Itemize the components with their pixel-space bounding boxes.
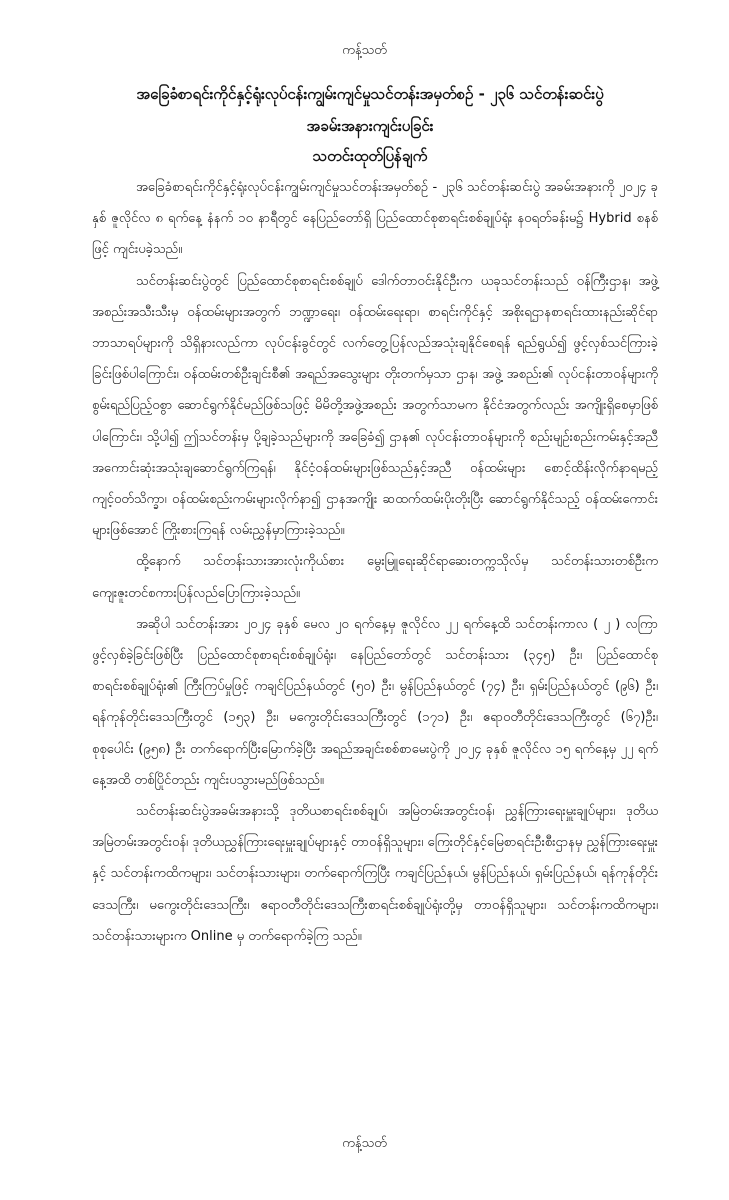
document-subtitle: အခမ်းအနားကျင်းပခြင်း: [306, 117, 434, 135]
paragraph-5: သင်တန်းဆင်းပွဲအခမ်းအနားသို့ ဒုတိယစာရင်းစစ်ချုပ်၊ အမြဲတမ်းအတွင်းဝန်၊ ညွှန်ကြားရေးမှူးချုပ်များ၊ ဒုတိယအမြဲတမ်းအတွင်းဝန်၊ ဒုတိယညွှန်ကြားရေးမှူးချုပ်များနှင့် တာဝန်ရှိသူများ၊ ကြေးတိုင်နှင့်မြေစာရင်းဦးစီးဌာနမှ ညွှန်ကြားရေးမှူးနှင့် သင်တန်းကထိကများ၊ သင်တန်းသားများ၊ တက်ရောက်ကြပြီး ကချင်ပြည်နယ်၊ မွန်ပြည်နယ်၊ ရှမ်းပြည်နယ်၊ ရန်ကုန်တိုင်းဒေသကြီး၊ မကွေးတိုင်းဒေသကြီး၊ ဧရာဝတီတိုင်းဒေသကြီးစာရင်းစစ်ချုပ်ရုံးတို့မှ တာဝန်ရှိသူများ၊ သင်တန်းကထိကများ၊ သင်တန်းသားများက Online မှ တက်ရောက်ခဲ့ကြ သည်။: [92, 804, 658, 944]
paragraph-3: ထို့နောက် သင်တန်းသားအားလုံးကိုယ်စား မွေးမြူရေးဆိုင်ရာဆေးတက္ကသိုလ်မှ သင်တန်းသားတစ်ဦးက ကျေးဇူးတင်စကားပြန်လည်ပြောကြားခဲ့သည်။: [92, 554, 658, 601]
press-release-label: သတင်းထုတ်ပြန်ချက်: [312, 147, 428, 165]
classification-footer: ကန့်သတ်: [342, 1136, 387, 1151]
document-title: အခြေခံစာရင်းကိုင်နှင့်ရုံးလုပ်ငန်းကျွမ်းကျင်မှုသင်တန်းအမှတ်စဉ် - ၂၃၆ သင်တန်းဆင်းပွဲ: [136, 85, 604, 103]
paragraph-4: အဆိုပါ သင်တန်းအား ၂၀၂၄ ခုနှစ် မေလ ၂၀ ရက်နေ့မှ ဇူလိုင်လ ၂၂ ရက်နေ့ထိ သင်တန်းကာလ ( ၂ ) လကြာ ဖွင့်လှစ်ခဲ့ခြင်းဖြစ်ပြီး ပြည်ထောင်စုစာရင်းစစ်ချုပ်ရုံး၊ နေပြည်တော်တွင် သင်တန်းသား (၃၄၅) ဦး၊ ပြည်ထောင်စုစာရင်းစစ်ချုပ်ရုံး၏ ကြီးကြပ်မှုဖြင့် ကချင်ပြည်နယ်တွင် (၅၀) ဦး၊ မွန်ပြည်နယ်တွင် (၇၄) ဦး၊ ရှမ်းပြည်နယ်တွင် (၉၆) ဦး၊ ရန်ကုန်တိုင်းဒေသကြီးတွင် (၁၅၃) ဦး၊ မကွေးတိုင်းဒေသကြီးတွင် (၁၇၁) ဦး၊ ဧရာဝတီတိုင်းဒေသကြီးတွင် (၆၇)ဦး၊ စုစုပေါင်း (၉၅၈) ဦး တက်ရောက်ပြီးမြောက်ခဲ့ပြီး အရည်အချင်းစစ်စာမေးပွဲကို ၂၀၂၄ ခုနှစ် ဇူလိုင်လ ၁၅ ရက်နေ့မှ ၂၂ ရက်နေ့အထိ တစ်ပြိုင်တည်း ကျင်းပသွားမည်ဖြစ်သည်။: [92, 616, 658, 788]
document-body: [92, 172, 658, 952]
paragraph-2: သင်တန်းဆင်းပွဲတွင် ပြည်ထောင်စုစာရင်းစစ်ချုပ် ဒေါက်တာဝင်းနိုင်ဦးက ယခုသင်တန်းသည် ဝန်ကြီးဌာန၊ အဖွဲ့အစည်းအသီးသီးမှ ဝန်ထမ်းများအတွက် ဘဏ္ဍာရေး၊ ဝန်ထမ်းရေးရာ၊ စာရင်းကိုင်နှင့် အစိုးရဌာနစာရင်းထားနည်းဆိုင်ရာ ဘာသာရပ်များကို သိရှိနားလည်ကာ လုပ်ငန်းခွင်တွင် လက်တွေ့ပြန်လည်အသုံးချနိုင်စေရန် ရည်ရွယ်၍ ဖွင့်လှစ်သင်ကြားခဲ့ခြင်းဖြစ်ပါကြောင်း၊ ဝန်ထမ်းတစ်ဦးချင်းစီ၏ အရည်အသွေးများ တိုးတက်မှသာ ဌာန၊ အဖွဲ့ အစည်း၏ လုပ်ငန်းတာဝန်များကို စွမ်းရည်ပြည့်ဝစွာ ဆောင်ရွက်နိုင်မည်ဖြစ်သဖြင့် မိမိတို့အဖွဲ့အစည်း အတွက်သာမက နိုင်ငံအတွက်လည်း အကျိုးရှိစေမှာဖြစ်ပါကြောင်း၊ သို့ပါ၍ ဤသင်တန်းမှ ပို့ချခဲ့သည်များကို အခြေခံ၍ ဌာန၏ လုပ်ငန်းတာဝန်များကို စည်းမျဉ်းစည်းကမ်းနှင့်အညီ အကောင်းဆုံးအသုံးချဆောင်ရွက်ကြရန်၊ နိုင်ငံ့ဝန်ထမ်းများဖြစ်သည်နှင့်အညီ ဝန်ထမ်းများ စောင့်ထိန်းလိုက်နာရမည့် ကျင့်ဝတ်သိက္ခာ၊ ဝန်ထမ်းစည်းကမ်းများလိုက်နာ၍ ဌာနအကျိုး ဆထက်ထမ်းပိုးတိုးပြီး ဆောင်ရွက်နိုင်သည့် ဝန်ထမ်းကောင်းများဖြစ်အောင် ကြိုးစားကြရန် လမ်းညွှန်မှာကြားခဲ့သည်။: [92, 273, 658, 539]
classification-header: ကန့်သတ်: [342, 43, 387, 58]
paragraph-1: အခြေခံစာရင်းကိုင်နှင့်ရုံးလုပ်ငန်းကျွမ်းကျင်မှုသင်တန်းအမှတ်စဉ် - ၂၃၆ သင်တန်းဆင်းပွဲ အခမ်းအနားကို ၂၀၂၄ ခုနှစ် ဇူလိုင်လ ၈ ရက်နေ့ နံနက် ၁၀ နာရီတွင် နေပြည်တော်ရှိ ပြည်ထောင်စုစာရင်းစစ်ချုပ်ရုံး နဝရတ်ခန်းမ၌ Hybrid စနစ်ဖြင့် ကျင်းပခဲ့သည်။: [92, 180, 658, 258]
